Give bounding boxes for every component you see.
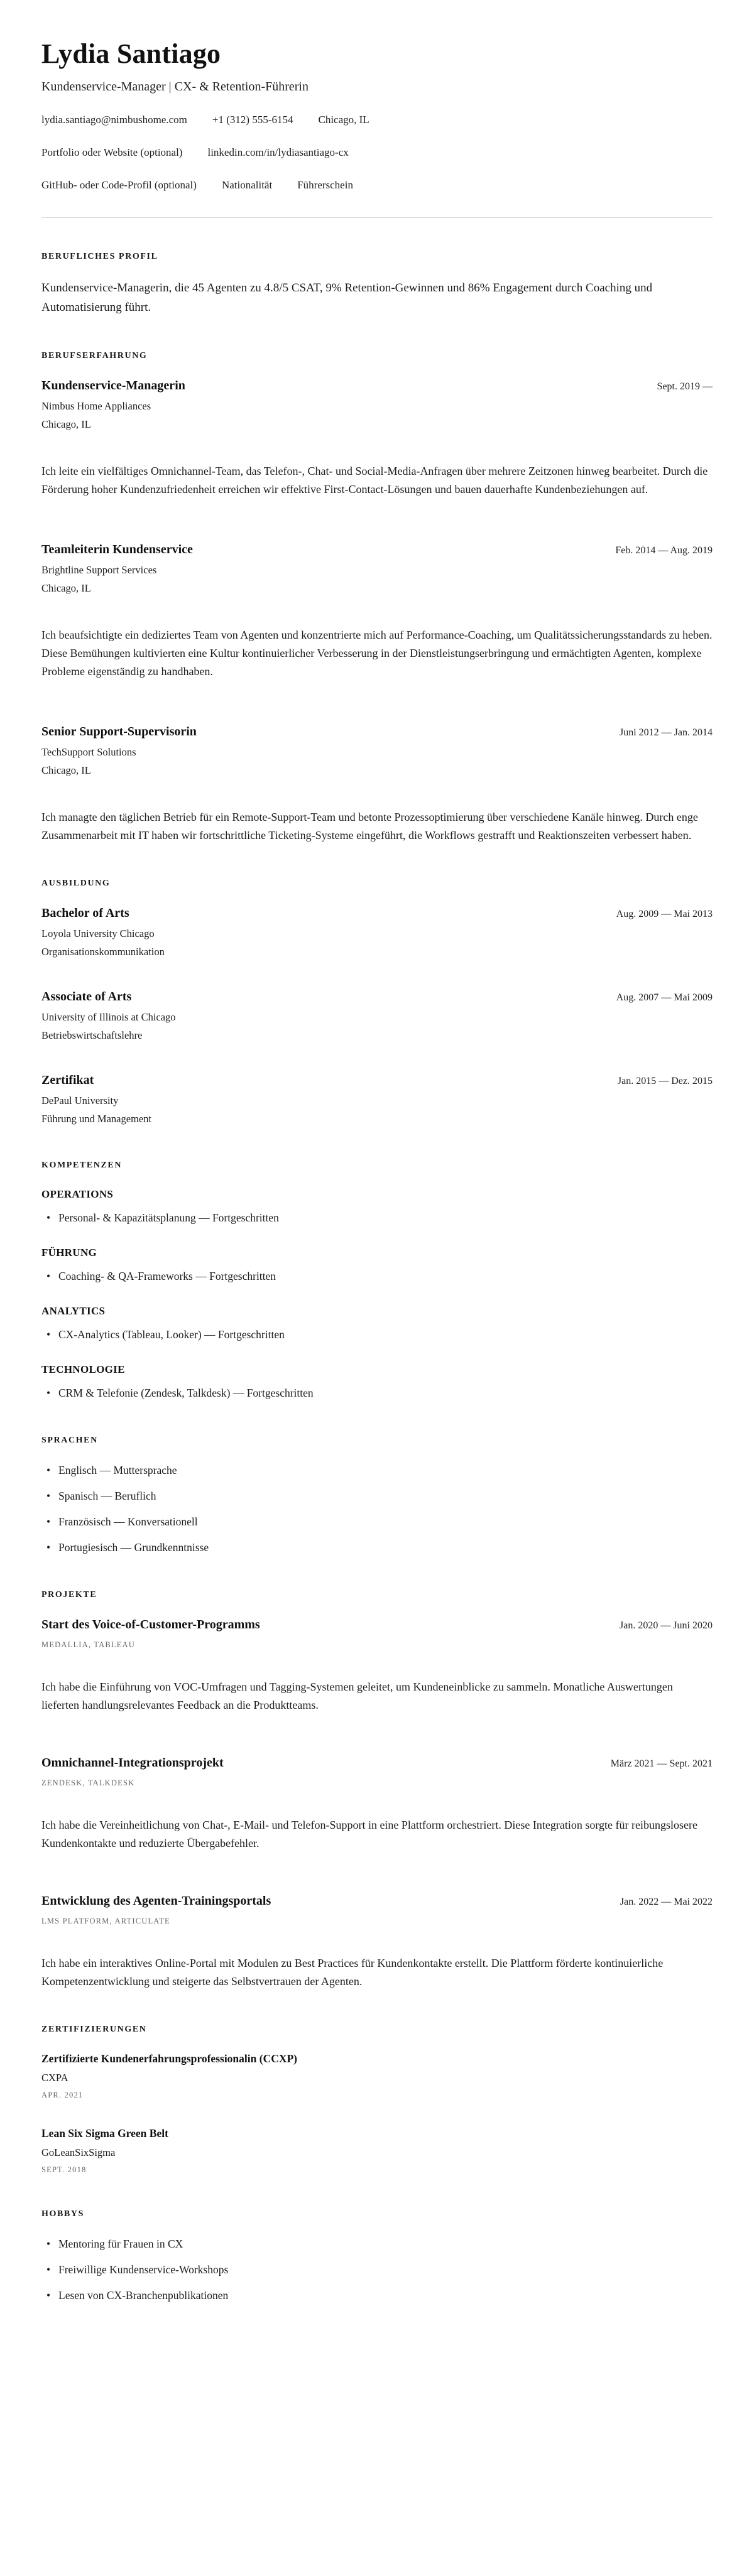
education-entry: [41, 905, 713, 960]
hobby-item: • Lesen von CX-Branchenpublikationen: [41, 2287, 713, 2304]
school-name: Loyola University Chicago: [41, 928, 155, 940]
project-title: Entwicklung des Agenten-Trainingsportals: [41, 1894, 271, 1908]
education-entry-head: [41, 1072, 713, 1090]
certification-date: SEPT. 2018: [41, 2165, 87, 2175]
section-skills: [41, 1161, 713, 1402]
skill-item: • Coaching- & QA-Frameworks — Fortgeschritten: [41, 1268, 713, 1285]
job-location: Chicago, IL: [41, 582, 91, 595]
project-tools: MEDALLIA, TABLEAU: [41, 1640, 136, 1650]
language-item: • Englisch — Muttersprache: [41, 1462, 713, 1479]
job-title: Kundenservice-Managerin: [41, 379, 185, 393]
skills-group-name: ANALYTICS: [41, 1305, 106, 1318]
skills-group: [41, 1304, 713, 1343]
project-description: Ich habe die Einführung von VOC-Umfragen und Tagging-Systemen geleitet, um Kundeneinblicke zu sammeln. Monatliche Auswertungen lieferten handlungsrelevantes Feedback an die Produktteams.: [41, 1680, 673, 1712]
language-item: • Portugiesisch — Grundkenntnisse: [41, 1539, 713, 1556]
skills-group-name: TECHNOLOGIE: [41, 1363, 125, 1376]
skills-group: [41, 1362, 713, 1402]
section-heading-languages: SPRACHEN: [41, 1436, 98, 1446]
project-title: Start des Voice-of-Customer-Programms: [41, 1618, 260, 1632]
nationality-placeholder-field[interactable]: Nationalität: [221, 179, 273, 192]
section-heading-education: AUSBILDUNG: [41, 879, 111, 889]
section-projects: [41, 1590, 713, 1991]
contact-block: [41, 112, 713, 193]
education-entry: [41, 1072, 713, 1127]
header-divider: [41, 217, 713, 218]
email-field[interactable]: lydia.santiago@nimbushome.com: [41, 114, 187, 126]
project-dates: Jan. 2022 — Mai 2022: [620, 1897, 713, 1908]
project-entry: [41, 1755, 713, 1853]
experience-entry: [41, 377, 713, 499]
experience-entry-head: [41, 723, 713, 741]
section-languages: [41, 1436, 713, 1556]
website-placeholder-field[interactable]: Portfolio oder Website (optional): [41, 146, 183, 159]
company-name: Brightline Support Services: [41, 564, 157, 576]
hobby-item: • Mentoring für Frauen in CX: [41, 2236, 713, 2253]
education-entry-head: [41, 988, 713, 1006]
certification-title: Lean Six Sigma Green Belt: [41, 2127, 168, 2140]
school-name: DePaul University: [41, 1095, 119, 1107]
section-education: [41, 879, 713, 1127]
certification-date: APR. 2021: [41, 2091, 84, 2100]
job-title: Senior Support-Supervisorin: [41, 725, 197, 739]
skill-item: • CRM & Telefonie (Zendesk, Talkdesk) — Fortgeschritten: [41, 1385, 713, 1402]
field-of-study: Organisationskommunikation: [41, 946, 165, 958]
job-description: Ich leite ein vielfältiges Omnichannel-Team, das Telefon-, Chat- und Social-Media-Anfragen über mehrere Zeitzonen hinweg bearbeitet. Durch die Förderung hoher Kundenzufriedenheit erreichen wir effektive First-Contact-Lösungen und bauen dauerhafte Kundenbeziehungen auf.: [41, 465, 708, 496]
resume-header: [41, 39, 713, 218]
project-entry-head: [41, 1893, 713, 1910]
education-dates: Aug. 2007 — Mai 2009: [616, 992, 713, 1004]
certification-entry: [41, 2126, 713, 2175]
job-location: Chicago, IL: [41, 764, 91, 777]
certification-issuer: GoLeanSixSigma: [41, 2146, 116, 2159]
experience-entry-head: [41, 377, 713, 395]
skills-group: [41, 1187, 713, 1226]
job-title: Teamleiterin Kundenservice: [41, 543, 193, 557]
job-dates: Sept. 2019 —: [657, 381, 713, 392]
project-entry: [41, 1616, 713, 1714]
candidate-name: Lydia Santiago: [41, 38, 221, 69]
project-title: Omnichannel-Integrationsprojekt: [41, 1756, 224, 1770]
project-entry-head: [41, 1616, 713, 1634]
github-placeholder-field[interactable]: GitHub- oder Code-Profil (optional): [41, 179, 197, 192]
profile-text: Kundenservice-Managerin, die 45 Agenten zu 4.8/5 CSAT, 9% Retention-Gewinnen und 86% Engagement durch Coaching und Automatisierung führt.: [41, 281, 653, 315]
section-profile: [41, 252, 713, 317]
education-dates: Aug. 2009 — Mai 2013: [616, 909, 713, 920]
candidate-headline: Kundenservice-Manager | CX- & Retention-Führerin: [41, 80, 309, 94]
certification-entry: [41, 2051, 713, 2101]
education-entry: [41, 988, 713, 1043]
location-field[interactable]: Chicago, IL: [318, 114, 369, 126]
project-dates: März 2021 — Sept. 2021: [610, 1758, 713, 1770]
section-heading-projects: PROJEKTE: [41, 1590, 97, 1600]
section-heading-skills: KOMPETENZEN: [41, 1161, 123, 1171]
company-name: TechSupport Solutions: [41, 746, 136, 759]
skills-group-name: OPERATIONS: [41, 1188, 114, 1201]
skill-item: • Personal- & Kapazitätsplanung — Fortgeschritten: [41, 1210, 713, 1226]
section-heading-experience: BERUFSERFAHRUNG: [41, 351, 148, 361]
degree-title: Bachelor of Arts: [41, 906, 129, 921]
certification-issuer: CXPA: [41, 2072, 68, 2084]
language-item: • Französisch — Konversationell: [41, 1513, 713, 1530]
skills-group-name: FÜHRUNG: [41, 1247, 97, 1259]
section-heading-certifications: ZERTIFIZIERUNGEN: [41, 2025, 147, 2035]
project-description: Ich habe ein interaktives Online-Portal mit Modulen zu Best Practices für Kundenkontakte erstellt. Die Plattform förderte kontinuierliche Kompetenzentwicklung und steigerte das Selbstvertrauen der Agenten.: [41, 1957, 664, 1988]
project-dates: Jan. 2020 — Juni 2020: [620, 1620, 713, 1632]
section-certifications: [41, 2025, 713, 2175]
skills-group: [41, 1245, 713, 1285]
section-heading-hobbies: HOBBYS: [41, 2209, 84, 2219]
project-description: Ich habe die Vereinheitlichung von Chat-, E-Mail- und Telefon-Support in eine Plattform orchestriert. Diese Integration sorgte für reibungslosere Kundenkontakte und reduzierte Übergabefehler.: [41, 1819, 697, 1850]
school-name: University of Illinois at Chicago: [41, 1011, 176, 1024]
section-hobbies: [41, 2209, 713, 2304]
section-experience: [41, 351, 713, 845]
field-of-study: Betriebswirtschaftslehre: [41, 1029, 143, 1042]
job-location: Chicago, IL: [41, 418, 91, 431]
experience-entry: [41, 541, 713, 681]
job-description: Ich managte den täglichen Betrieb für ein Remote-Support-Team und betonte Prozessoptimierung über verschiedene Kanäle hinweg. Durch enge Zusammenarbeit mit IT haben wir fortschrittliche Ticketing-Systeme eingeführt, die Workflows gestrafft und Reaktionszeiten verbessert haben.: [41, 811, 698, 842]
project-entry: [41, 1893, 713, 1991]
phone-field[interactable]: +1 (312) 555-6154: [212, 114, 293, 126]
hobby-item: • Freiwillige Kundenservice-Workshops: [41, 2261, 713, 2278]
skill-item: • CX-Analytics (Tableau, Looker) — Fortgeschritten: [41, 1326, 713, 1343]
contact-row-2: [41, 144, 713, 161]
education-entry-head: [41, 905, 713, 923]
job-dates: Feb. 2014 — Aug. 2019: [615, 545, 713, 556]
drivers-license-placeholder-field[interactable]: Führerschein: [297, 179, 353, 192]
project-tools: LMS PLATFORM, ARTICULATE: [41, 1917, 170, 1926]
certification-title: Zertifizierte Kundenerfahrungsprofessionalin (CCXP): [41, 2052, 298, 2065]
project-tools: ZENDESK, TALKDESK: [41, 1778, 135, 1788]
degree-title: Associate of Arts: [41, 990, 132, 1004]
contact-row-1: [41, 112, 713, 128]
language-item: • Spanisch — Beruflich: [41, 1488, 713, 1505]
project-entry-head: [41, 1755, 713, 1772]
section-heading-profile: BERUFLICHES PROFIL: [41, 252, 158, 262]
experience-entry-head: [41, 541, 713, 559]
job-dates: Juni 2012 — Jan. 2014: [620, 727, 713, 739]
education-dates: Jan. 2015 — Dez. 2015: [617, 1076, 713, 1087]
field-of-study: Führung und Management: [41, 1113, 152, 1125]
experience-entry: [41, 723, 713, 845]
job-description: Ich beaufsichtigte ein dediziertes Team von Agenten und konzentrierte mich auf Performance-Coaching, um Qualitätssicherungsstandards zu heben. Diese Bemühungen kultivierten eine Kultur kontinuierlicher Verbesserung in der Dienstleistungserbringung und ermächtigten Agenten, komplexe Probleme eigenständig zu handhaben.: [41, 629, 713, 678]
contact-row-3: [41, 177, 713, 193]
linkedin-field[interactable]: linkedin.com/in/lydiasantiago-cx: [207, 146, 349, 159]
degree-title: Zertifikat: [41, 1073, 94, 1088]
company-name: Nimbus Home Appliances: [41, 400, 151, 413]
